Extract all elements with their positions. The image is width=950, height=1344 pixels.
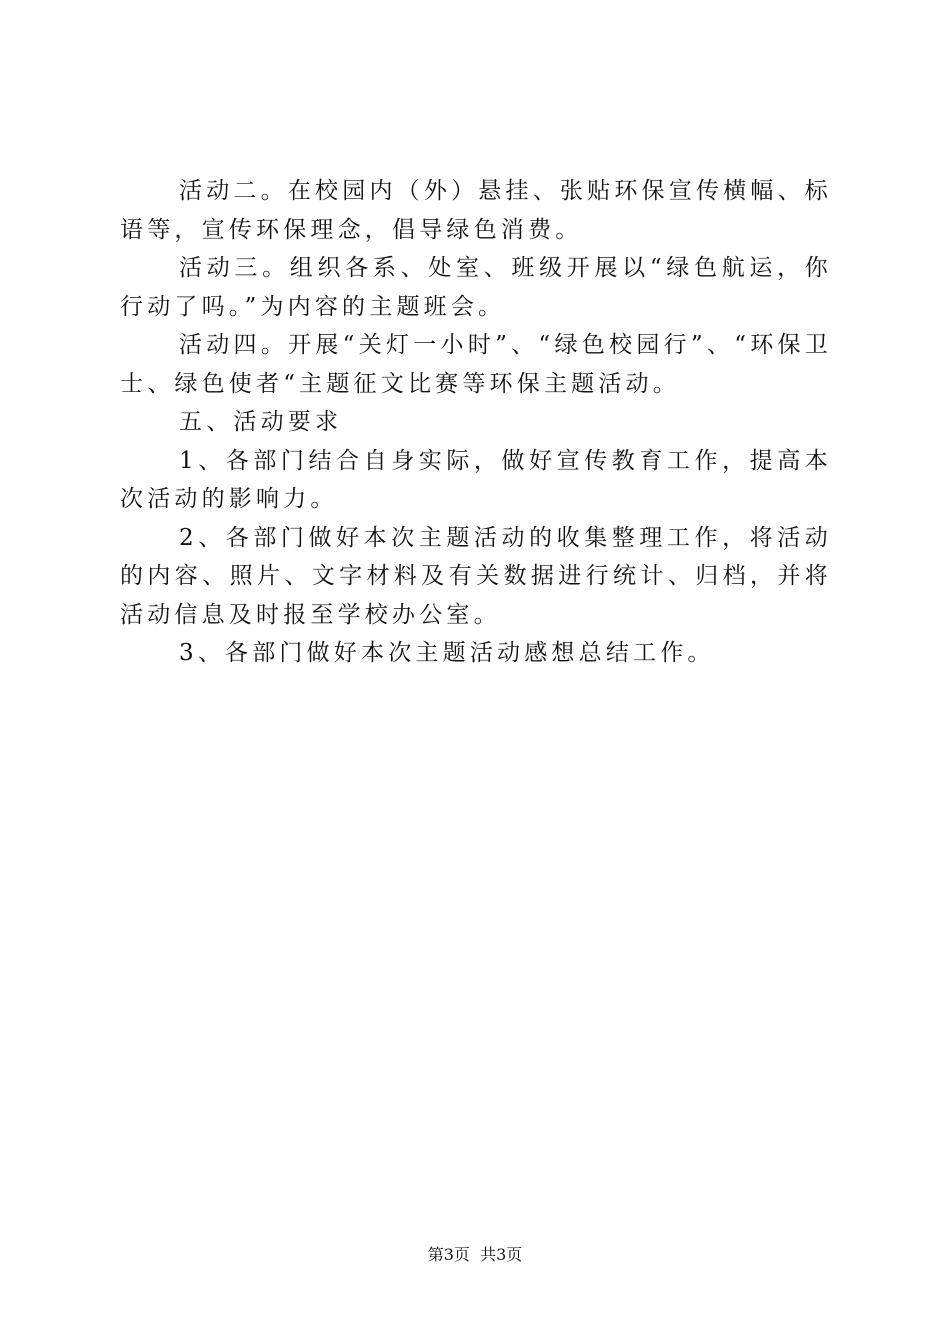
- requirement-item-2: 2、各部门做好本次主题活动的收集整理工作，将活动的内容、照片、文字材料及有关数据进行统计、归档，并将活动信息及时报至学校办公室。: [120, 524, 832, 628]
- document-body: [120, 172, 832, 673]
- paragraph-activity-three: 活动三。组织各系、处室、班级开展以“绿色航运，你行动了吗。”为内容的主题班会。: [120, 255, 832, 320]
- page-footer: [0, 1243, 950, 1267]
- paragraph-activity-two: 活动二。在校园内（外）悬挂、张贴环保宣传横幅、标语等，宣传环保理念，倡导绿色消费。: [120, 178, 832, 243]
- page-number: 第3页 共3页: [427, 1245, 523, 1264]
- requirement-item-3: 3、各部门做好本次主题活动感想总结工作。: [179, 640, 715, 666]
- paragraph-activity-four: 活动四。开展“关灯一小时”、“绿色校园行”、“环保卫士、绿色使者“主题征文比赛等环保主题活动。: [120, 332, 832, 397]
- section-heading-requirements: 五、活动要求: [179, 409, 343, 435]
- requirement-item-1: 1、各部门结合自身实际，做好宣传教育工作，提高本次活动的影响力。: [120, 447, 832, 512]
